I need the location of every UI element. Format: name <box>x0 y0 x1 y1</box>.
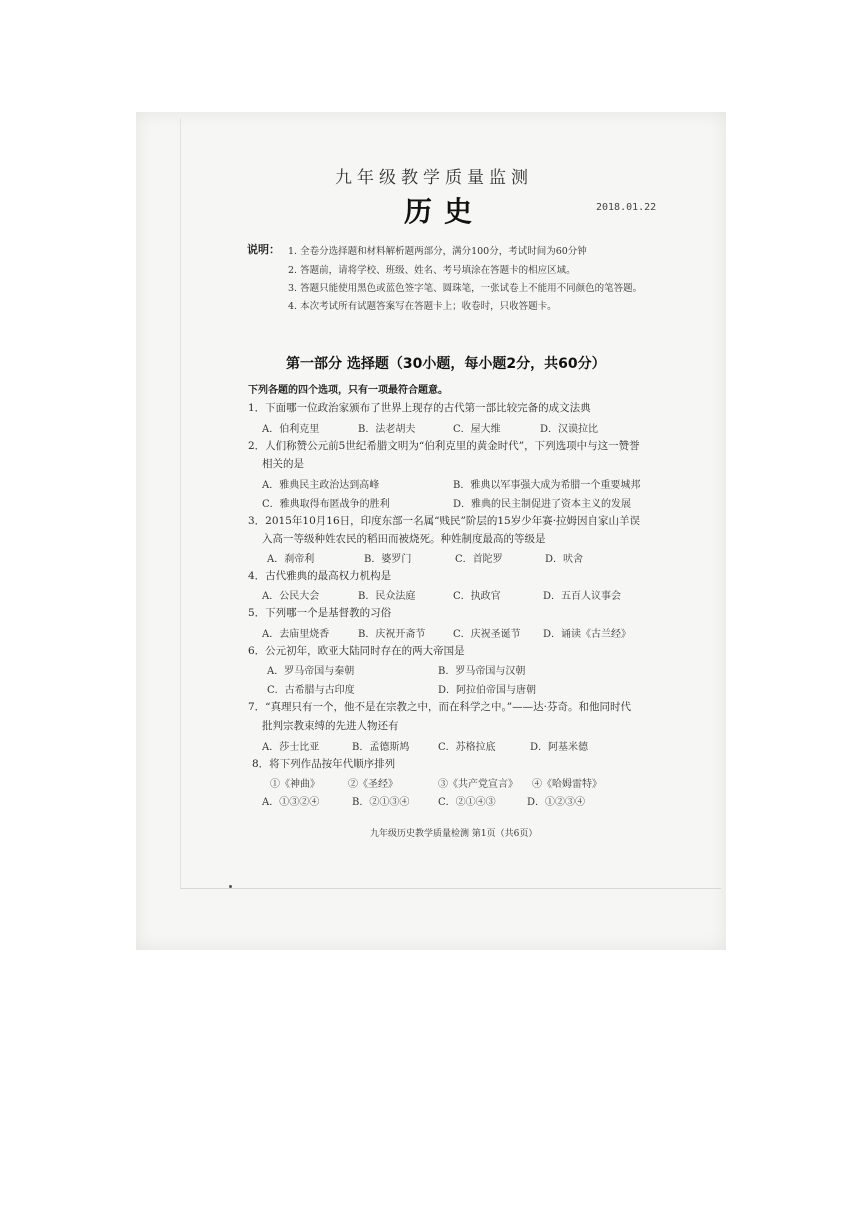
q8-option-a: A．①③②④ <box>262 797 320 808</box>
q1-option-c: C．屋大维 <box>453 424 501 435</box>
q7-option-a: A．莎士比亚 <box>262 742 320 753</box>
scan-speck <box>229 885 232 888</box>
q2-option-b: B．雅典以军事强大成为希腊一个重要城邦 <box>453 480 641 491</box>
instruction-3: 3. 答题只能使用黑色或蓝色签字笔、圆珠笔，一张试卷上不能用不同颜色的笔答题。 <box>288 283 643 294</box>
question-7-stem: 7．“真理只有一个，他不是在宗教之中，而在科学之中。”——达·芬奇。和他同时代 <box>248 701 632 713</box>
instructions-label: 说明： <box>247 243 280 256</box>
q8-option-b: B．②①③④ <box>352 797 410 808</box>
q3-option-d: D．吠舍 <box>545 554 584 565</box>
q4-option-c: C．执政官 <box>453 591 501 602</box>
q1-option-d: D．汉谟拉比 <box>540 424 599 435</box>
question-4-stem: 4．古代雅典的最高权力机构是 <box>248 570 392 582</box>
page-footer: 九年级历史教学质量检测 第1页（共6页） <box>370 829 538 839</box>
subject-title: 历史 <box>404 195 485 228</box>
question-2-stem-cont: 相关的是 <box>262 458 304 470</box>
q3-option-a: A．刹帝利 <box>267 554 315 565</box>
exam-date: 2018.01.22 <box>596 202 657 213</box>
section-intro: 下列各题的四个选项，只有一项最符合题意。 <box>248 385 448 396</box>
q6-option-a: A．罗马帝国与秦朝 <box>267 666 355 677</box>
section-title: 第一部分 选择题（30小题，每小题2分，共60分） <box>286 356 606 372</box>
q4-option-d: D．五百人议事会 <box>543 591 622 602</box>
question-3-stem-cont: 入高一等级种姓农民的稻田而被烧死。种姓制度最高的等级是 <box>262 533 546 545</box>
q3-option-b: B．婆罗门 <box>364 554 412 565</box>
question-8-stem: 8．将下列作品按年代顺序排列 <box>252 758 396 770</box>
instruction-2: 2. 答题前，请将学校、班级、姓名、考号填涂在答题卡的相应区域。 <box>288 265 576 276</box>
question-3-stem: 3．2015年10月16日，印度东部一名属“贱民”阶层的15岁少年赛·拉姆因自家山羊误 <box>248 515 641 527</box>
q5-option-a: A．去庙里烧香 <box>262 629 330 640</box>
q5-option-c: C．庆祝圣诞节 <box>453 629 521 640</box>
q6-option-d: D．阿拉伯帝国与唐朝 <box>438 685 537 696</box>
question-2-stem: 2．人们称赞公元前5世纪希腊文明为“伯利克里的黄金时代”，下列选项中与这一赞誉 <box>248 440 640 452</box>
q8-work-1: ①《神曲》 <box>270 779 320 790</box>
q8-work-2: ②《圣经》 <box>348 779 398 790</box>
question-1-stem: 1．下面哪一位政治家颁布了世界上现存的古代第一部比较完备的成文法典 <box>248 402 591 414</box>
question-6-stem: 6．公元初年，欧亚大陆同时存在的两大帝国是 <box>248 645 465 657</box>
q6-option-c: C．古希腊与古印度 <box>267 685 355 696</box>
q2-option-c: C．雅典取得布匿战争的胜利 <box>262 499 390 510</box>
q8-option-c: C．②①④③ <box>438 797 496 808</box>
q2-option-d: D．雅典的民主制促进了资本主义的发展 <box>453 499 632 510</box>
q3-option-c: C．首陀罗 <box>455 554 503 565</box>
q7-option-c: C．苏格拉底 <box>438 742 496 753</box>
q8-option-d: D．①②③④ <box>527 797 586 808</box>
question-5-stem: 5．下列哪一个是基督教的习俗 <box>248 607 392 619</box>
q7-option-b: B．孟德斯鸠 <box>352 742 410 753</box>
q4-option-a: A．公民大会 <box>262 591 320 602</box>
q8-work-4: ④《哈姆雷特》 <box>532 779 602 790</box>
question-7-stem-cont: 批判宗教束缚的先进人物还有 <box>262 720 399 732</box>
q5-option-b: B．庆祝开斋节 <box>358 629 426 640</box>
q1-option-b: B．法老胡夫 <box>358 424 416 435</box>
q6-option-b: B．罗马帝国与汉朝 <box>438 666 526 677</box>
q4-option-b: B．民众法庭 <box>358 591 416 602</box>
exam-title: 九年级教学质量监测 <box>335 168 533 188</box>
q8-work-3: ③《共产党宣言》 <box>438 779 518 790</box>
q7-option-d: D．阿基米德 <box>530 742 589 753</box>
q5-option-d: D．诵读《古兰经》 <box>543 629 632 640</box>
q2-option-a: A．雅典民主政治达到高峰 <box>262 480 380 491</box>
q1-option-a: A．伯利克里 <box>262 424 320 435</box>
instruction-4: 4. 本次考试所有试题答案写在答题卡上；收卷时，只收答题卡。 <box>288 301 557 312</box>
instruction-1: 1. 全卷分选择题和材料解析题两部分，满分100分，考试时间为60分钟 <box>288 246 587 257</box>
